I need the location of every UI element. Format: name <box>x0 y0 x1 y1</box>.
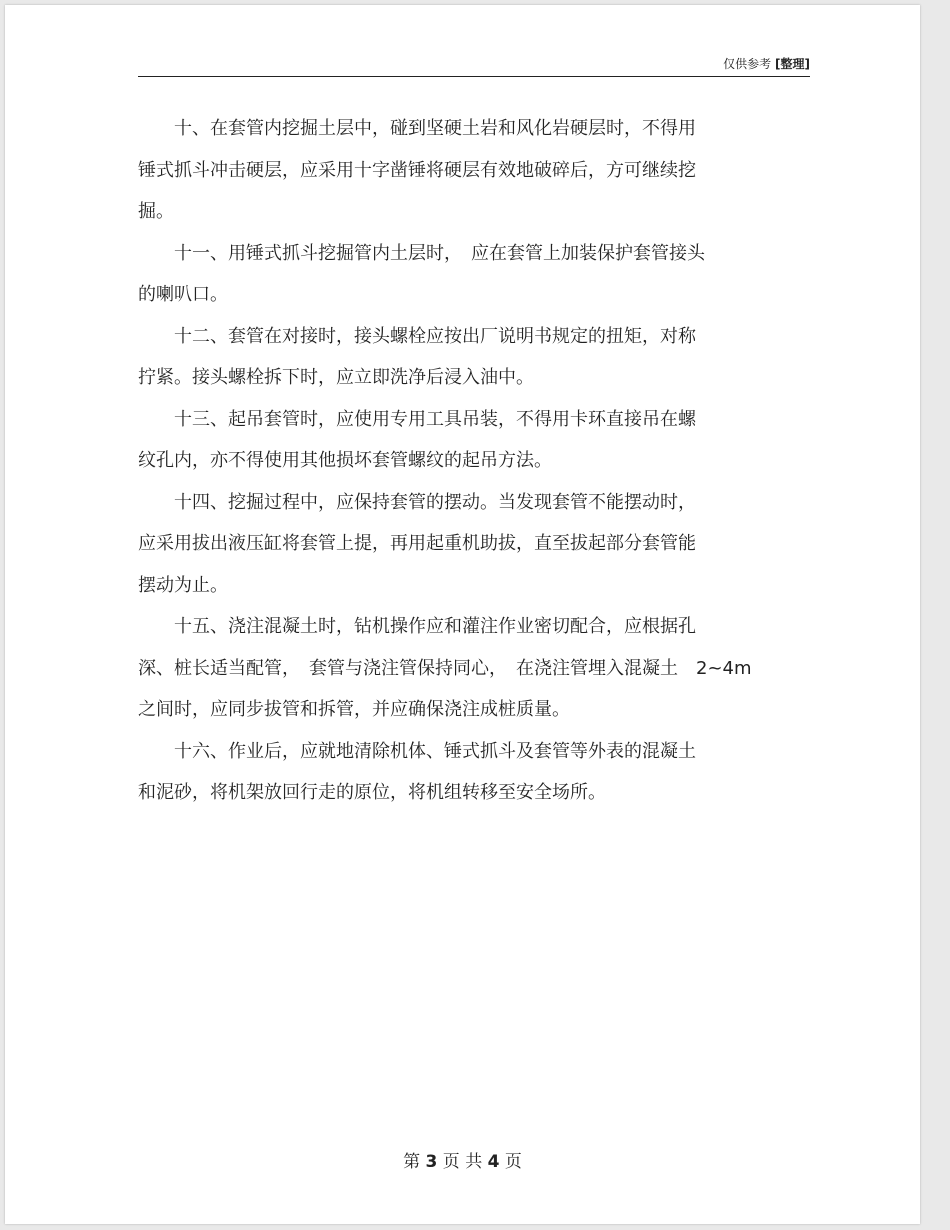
paragraph-line: 摆动为止。 <box>138 574 228 596</box>
paragraph-line: 纹孔内，亦不得使用其他损坏套管螺纹的起吊方法。 <box>138 450 552 471</box>
paragraph <box>138 108 828 233</box>
current-page-number: 3 <box>425 1152 438 1172</box>
paragraph-line: 和泥砂，将机架放回行走的原位，将机组转移至安全场所。 <box>138 782 606 803</box>
footer-suffix: 页 <box>504 1152 522 1172</box>
document-page <box>5 5 920 1224</box>
document-body <box>138 108 828 814</box>
paragraph <box>138 731 828 814</box>
paragraph <box>138 233 828 316</box>
paragraph-line: 十四、挖掘过程中，应保持套管的摆动。当发现套管不能摆动时， <box>174 491 696 513</box>
paragraph-line: 十六、作业后，应就地清除机体、锤式抓斗及套管等外表的混凝土 <box>174 740 696 762</box>
paragraph-line: 十二、套管在对接时，接头螺栓应按出厂说明书规定的扭矩，对称 <box>174 325 696 347</box>
paragraph-line: 深、桩长适当配管， 套管与浇注管保持同心， 在浇注管埋入混凝土 2~4m <box>138 657 752 679</box>
paragraph-line: 应采用拔出液压缸将套管上提，再用起重机助拔，直至拔起部分套管能 <box>138 533 696 554</box>
paragraph <box>138 399 828 482</box>
paragraph-line: 之间时，应同步拔管和拆管，并应确保浇注成桩质量。 <box>138 699 570 720</box>
paragraph-line: 拧紧。接头螺栓拆下时，应立即洗净后浸入油中。 <box>138 367 534 388</box>
header-text: 仅供参考 <box>723 57 772 71</box>
footer-middle: 页 共 <box>442 1152 483 1172</box>
page-footer <box>5 1147 920 1172</box>
paragraph-line: 掘。 <box>138 201 174 222</box>
paragraph-line: 锤式抓斗冲击硬层，应采用十字凿锤将硬层有效地破碎后，方可继续挖 <box>138 159 696 181</box>
footer-prefix: 第 <box>403 1152 421 1172</box>
paragraph-line: 十、在套管内挖掘土层中，碰到坚硬土岩和风化岩硬层时，不得用 <box>174 118 696 139</box>
paragraph-line: 十三、起吊套管时，应使用专用工具吊装，不得用卡环直接吊在螺 <box>174 408 696 430</box>
page-header <box>138 52 810 77</box>
header-tag: [整理] <box>775 57 810 71</box>
total-page-number: 4 <box>487 1152 500 1172</box>
paragraph-line: 十五、浇注混凝土时，钻机操作应和灌注作业密切配合，应根据孔 <box>174 616 696 637</box>
paragraph-line: 十一、用锤式抓斗挖掘管内土层时， 应在套管上加装保护套管接头 <box>174 242 705 264</box>
paragraph <box>138 606 828 731</box>
paragraph <box>138 482 828 607</box>
paragraph <box>138 316 828 399</box>
paragraph-line: 的喇叭口。 <box>138 284 228 305</box>
